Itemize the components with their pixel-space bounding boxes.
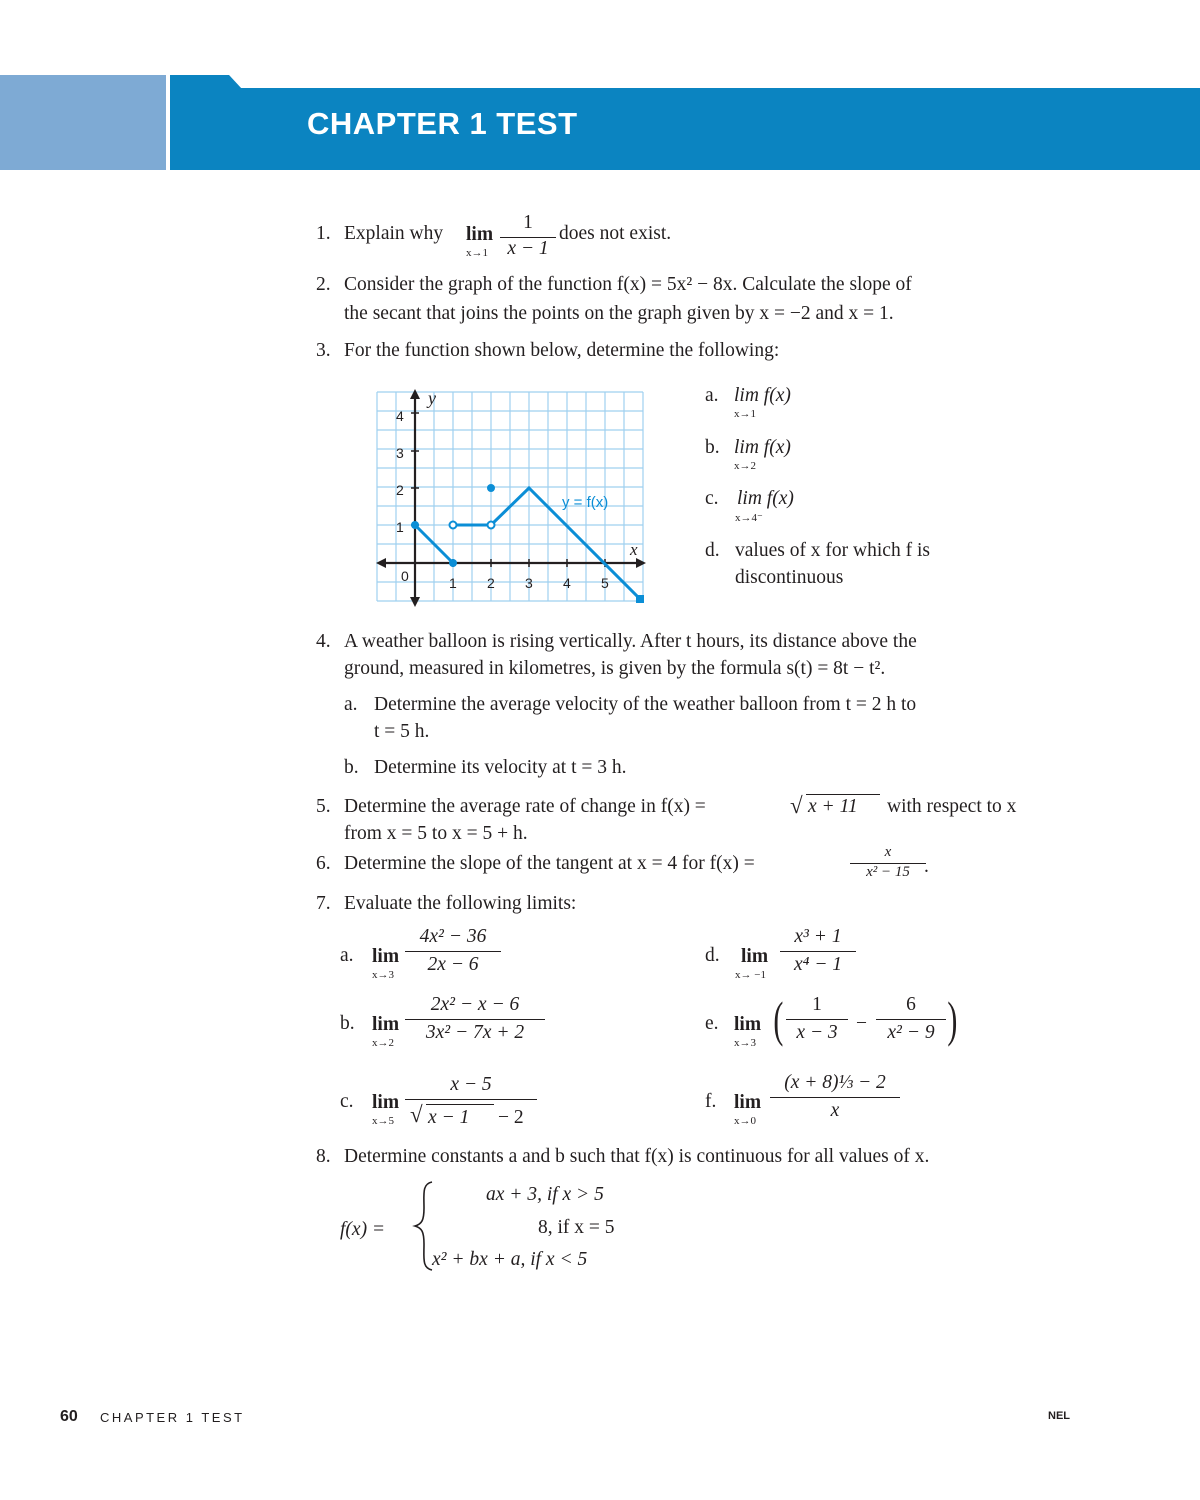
q2-number: 2. <box>316 274 331 295</box>
q8-text: Determine constants a and b such that f(x) is continuous for all values of x. <box>344 1146 930 1167</box>
function-graph <box>370 385 655 610</box>
q7c-radical-sign: √ <box>410 1102 423 1127</box>
q7a-numerator: 4x² − 36 <box>419 926 487 947</box>
q7-text: Evaluate the following limits: <box>344 893 577 914</box>
q3b-label: b. <box>705 437 720 458</box>
q3-number: 3. <box>316 340 331 361</box>
q7e-label: e. <box>705 1013 719 1034</box>
q7d-lim: lim <box>741 946 769 967</box>
q2-line1: Consider the graph of the function f(x) = 5x² − 8x. Calculate the slope of <box>344 274 912 295</box>
q7e-term1 <box>786 994 848 1044</box>
y-tick-3: 3 <box>396 445 404 461</box>
q7b-sub: x→2 <box>372 1037 394 1049</box>
q7d-label: d. <box>705 945 720 966</box>
curve-label: y = f(x) <box>562 494 609 511</box>
closed-point-0-1 <box>411 521 419 529</box>
q3d-label: d. <box>705 540 720 561</box>
q7b-label: b. <box>340 1013 355 1034</box>
q7e-minus: − <box>856 1013 867 1034</box>
q4-line1: A weather balloon is rising vertically. After t hours, its distance above the <box>344 631 917 652</box>
page-title: CHAPTER 1 TEST <box>307 106 578 141</box>
x-tick-3: 3 <box>525 575 533 591</box>
q7e-lim: lim <box>734 1014 762 1035</box>
x-axis-label: x <box>630 540 638 559</box>
closed-point-2-2 <box>487 484 495 492</box>
q7d-numerator: x³ + 1 <box>794 926 842 947</box>
q1-fraction <box>500 212 556 260</box>
q5-post: with respect to x <box>887 796 1017 817</box>
page-number: 60 <box>60 1408 78 1425</box>
q7c-radical-bar <box>426 1104 494 1105</box>
q6-number: 6. <box>316 853 331 874</box>
y-axis-arrow-down <box>410 597 420 607</box>
q7e-term1-num: 1 <box>812 994 822 1015</box>
x-axis-arrow-right <box>636 558 646 568</box>
x-tick-4: 4 <box>563 575 571 591</box>
q7c-numerator-wrap <box>405 1074 537 1096</box>
q5-root: x + 11 <box>808 796 858 817</box>
footer-nel: NEL <box>1048 1410 1070 1422</box>
q5-radical-bar <box>806 794 880 795</box>
q7c-den-tail: − 2 <box>498 1107 524 1128</box>
q7a-label: a. <box>340 945 354 966</box>
q1-number: 1. <box>316 223 331 244</box>
q3a-expr: lim f(x) <box>734 385 791 406</box>
q1-lim-sub: x→1 <box>466 247 488 259</box>
q6-numerator: x <box>884 844 892 860</box>
q7c-label: c. <box>340 1091 354 1112</box>
q7a-lim: lim <box>372 946 400 967</box>
q7b-numerator: 2x² − x − 6 <box>430 994 520 1015</box>
q7e-term2-den: x² − 9 <box>887 1022 935 1043</box>
q4b-line1: Determine its velocity at t = 3 h. <box>374 757 627 778</box>
q1-pre: Explain why <box>344 223 444 244</box>
x-tick-5: 5 <box>601 575 609 591</box>
q8-case-2: 8, if x = 5 <box>538 1217 615 1238</box>
q8-case-1: ax + 3, if x > 5 <box>486 1184 604 1205</box>
q7f-fraction <box>770 1072 900 1122</box>
q7f-sub: x→0 <box>734 1115 756 1127</box>
q6-post: . <box>924 856 929 877</box>
x-tick-2: 2 <box>487 575 495 591</box>
q3b-sub: x→2 <box>734 460 756 472</box>
q7c-lim: lim <box>372 1092 400 1113</box>
q4a-label: a. <box>344 694 358 715</box>
closed-point-1-0 <box>449 559 457 567</box>
y-axis-arrow-up <box>410 389 420 399</box>
x-tick-1: 1 <box>449 575 457 591</box>
q7e-term2 <box>876 994 946 1044</box>
q3c-sub: x→4⁻ <box>735 512 763 524</box>
q4a-line2: t = 5 h. <box>374 721 430 742</box>
q7c-fraction-bar <box>405 1099 537 1100</box>
q6-pre: Determine the slope of the tangent at x = 4 for f(x) = <box>344 853 755 874</box>
q4b-label: b. <box>344 757 359 778</box>
q3-text: For the function shown below, determine the following: <box>344 340 780 361</box>
q3c-label: c. <box>705 488 719 509</box>
q7e-right-paren: ) <box>947 991 958 1047</box>
footer-chapter: CHAPTER 1 TEST <box>100 1410 245 1425</box>
q8-case-3: x² + bx + a, if x < 5 <box>432 1249 588 1270</box>
q7d-denominator: x⁴ − 1 <box>793 954 843 975</box>
end-arrow <box>636 595 644 603</box>
q7e-term2-num: 6 <box>906 994 916 1015</box>
q7c-numerator: x − 5 <box>450 1074 492 1095</box>
q7d-fraction <box>780 926 856 976</box>
q7c-denominator: x − 1 <box>428 1107 470 1128</box>
q7d-sub: x→ −1 <box>735 969 766 981</box>
q8-number: 8. <box>316 1146 331 1167</box>
q4-line2: ground, measured in kilometres, is given by the formula s(t) = 8t − t². <box>344 658 886 679</box>
q8-lhs: f(x) = <box>340 1219 386 1240</box>
header-side-block <box>0 75 166 170</box>
open-point-2-1 <box>488 522 495 529</box>
q7f-lim: lim <box>734 1092 762 1113</box>
q4a-line1: Determine the average velocity of the weather balloon from t = 2 h to <box>374 694 917 715</box>
q3d-line1: values of x for which f is <box>735 540 930 561</box>
q5-radical-sign: √ <box>790 793 803 818</box>
q5-number: 5. <box>316 796 331 817</box>
q3a-sub: x→1 <box>734 408 756 420</box>
q7a-sub: x→3 <box>372 969 394 981</box>
q7c-sub: x→5 <box>372 1115 394 1127</box>
q5-line2: from x = 5 to x = 5 + h. <box>344 823 528 844</box>
q1-denominator: x − 1 <box>507 238 549 259</box>
q7a-fraction <box>405 926 501 976</box>
y-tick-1: 1 <box>396 519 404 535</box>
open-point-1-1 <box>450 522 457 529</box>
q1-post: does not exist. <box>559 223 672 244</box>
q6-fraction <box>850 844 926 881</box>
q3b-expr: lim f(x) <box>734 437 791 458</box>
q7e-left-paren: ( <box>773 991 784 1047</box>
q7f-label: f. <box>705 1091 717 1112</box>
q3a-label: a. <box>705 385 719 406</box>
y-axis-label: y <box>428 388 436 408</box>
q3d-line2: discontinuous <box>735 567 844 588</box>
y-tick-4: 4 <box>396 408 404 424</box>
q7a-denominator: 2x − 6 <box>427 954 479 975</box>
origin-label: 0 <box>401 568 409 584</box>
q7b-lim: lim <box>372 1014 400 1035</box>
q7-number: 7. <box>316 893 331 914</box>
q1-lim: lim <box>466 224 494 245</box>
q7f-denominator: x <box>830 1100 840 1121</box>
q4-number: 4. <box>316 631 331 652</box>
q7b-denominator: 3x² − 7x + 2 <box>425 1022 525 1043</box>
q7b-fraction <box>405 994 545 1044</box>
y-tick-2: 2 <box>396 482 404 498</box>
q2-line2: the secant that joins the points on the graph given by x = −2 and x = 1. <box>344 303 894 324</box>
q7e-term1-den: x − 3 <box>796 1022 838 1043</box>
q3c-expr: lim f(x) <box>737 488 794 509</box>
q6-denominator: x² − 15 <box>866 864 910 880</box>
q7f-numerator: (x + 8)⅓ − 2 <box>784 1072 886 1093</box>
header-tab <box>170 75 242 89</box>
q7e-sub: x→3 <box>734 1037 756 1049</box>
q1-numerator: 1 <box>523 212 533 233</box>
q5-pre: Determine the average rate of change in f(x) = <box>344 796 706 817</box>
